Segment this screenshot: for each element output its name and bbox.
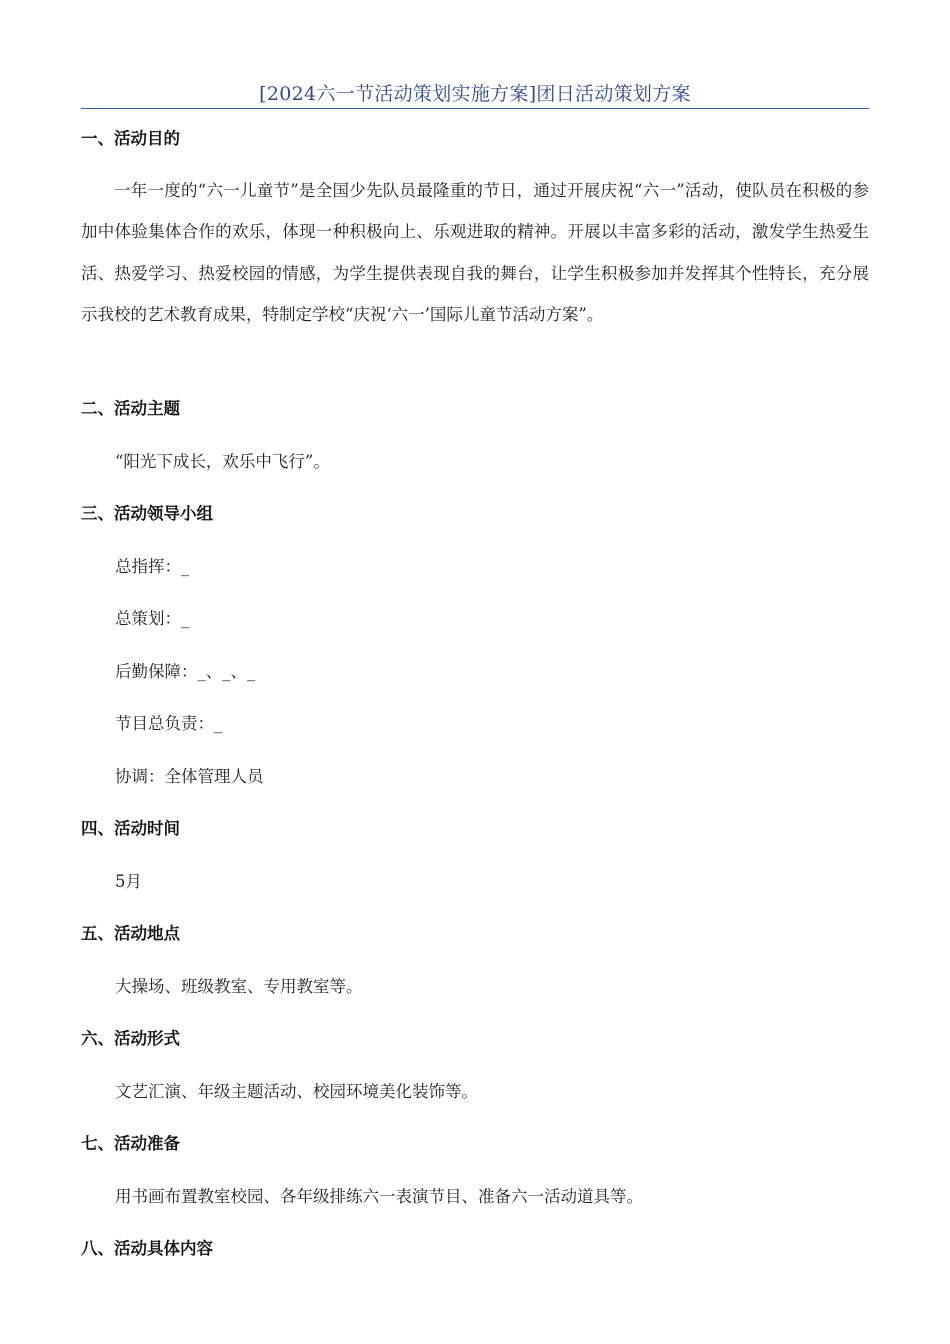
section-heading-theme: 二、活动主题 — [81, 399, 180, 418]
leadership-item: 后勤保障：_、_、_ — [115, 662, 256, 681]
leadership-item: 协调：全体管理人员 — [115, 767, 264, 786]
leadership-item: 节目总负责：_ — [115, 714, 223, 733]
time-text: 5月 — [115, 872, 142, 891]
section-heading-purpose: 一、活动目的 — [81, 129, 180, 148]
location-text: 大操场、班级教室、专用教室等。 — [115, 977, 363, 996]
format-text: 文艺汇演、年级主题活动、校园环境美化装饰等。 — [115, 1082, 478, 1101]
document-title: [2024六一节活动策划实施方案]团日活动策划方案 — [259, 83, 691, 105]
leadership-item: 总策划：_ — [115, 609, 190, 628]
section-heading-time: 四、活动时间 — [81, 819, 180, 838]
section-heading-leadership: 三、活动领导小组 — [81, 504, 213, 523]
section-heading-format: 六、活动形式 — [81, 1029, 180, 1048]
theme-text: “阳光下成长，欢乐中飞行”。 — [115, 452, 330, 471]
section-heading-content: 八、活动具体内容 — [81, 1239, 213, 1258]
leadership-item: 总指挥：_ — [115, 557, 190, 576]
section-heading-preparation: 七、活动准备 — [81, 1134, 180, 1153]
purpose-paragraph: 一年一度的“六一儿童节”是全国少先队员最隆重的节日，通过开展庆祝“六一”活动，使队员在积极的参加中体验集体合作的欢乐，体现一种积极向上、乐观进取的精神。开展以丰富多彩的活动，激发学生热爱生活、热爱学习、热爱校园的情感，为学生提供表现自我的舞台，让学生积极参加并发挥其个性特长，充分展示我校的艺术教育成果，特制定学校“庆祝‘六一’国际儿童节活动方案”。 — [81, 181, 869, 325]
preparation-text: 用书画布置教室校园、各年级排练六一表演节目、准备六一活动道具等。 — [115, 1187, 643, 1206]
title-divider — [81, 108, 869, 109]
section-heading-location: 五、活动地点 — [81, 924, 180, 943]
